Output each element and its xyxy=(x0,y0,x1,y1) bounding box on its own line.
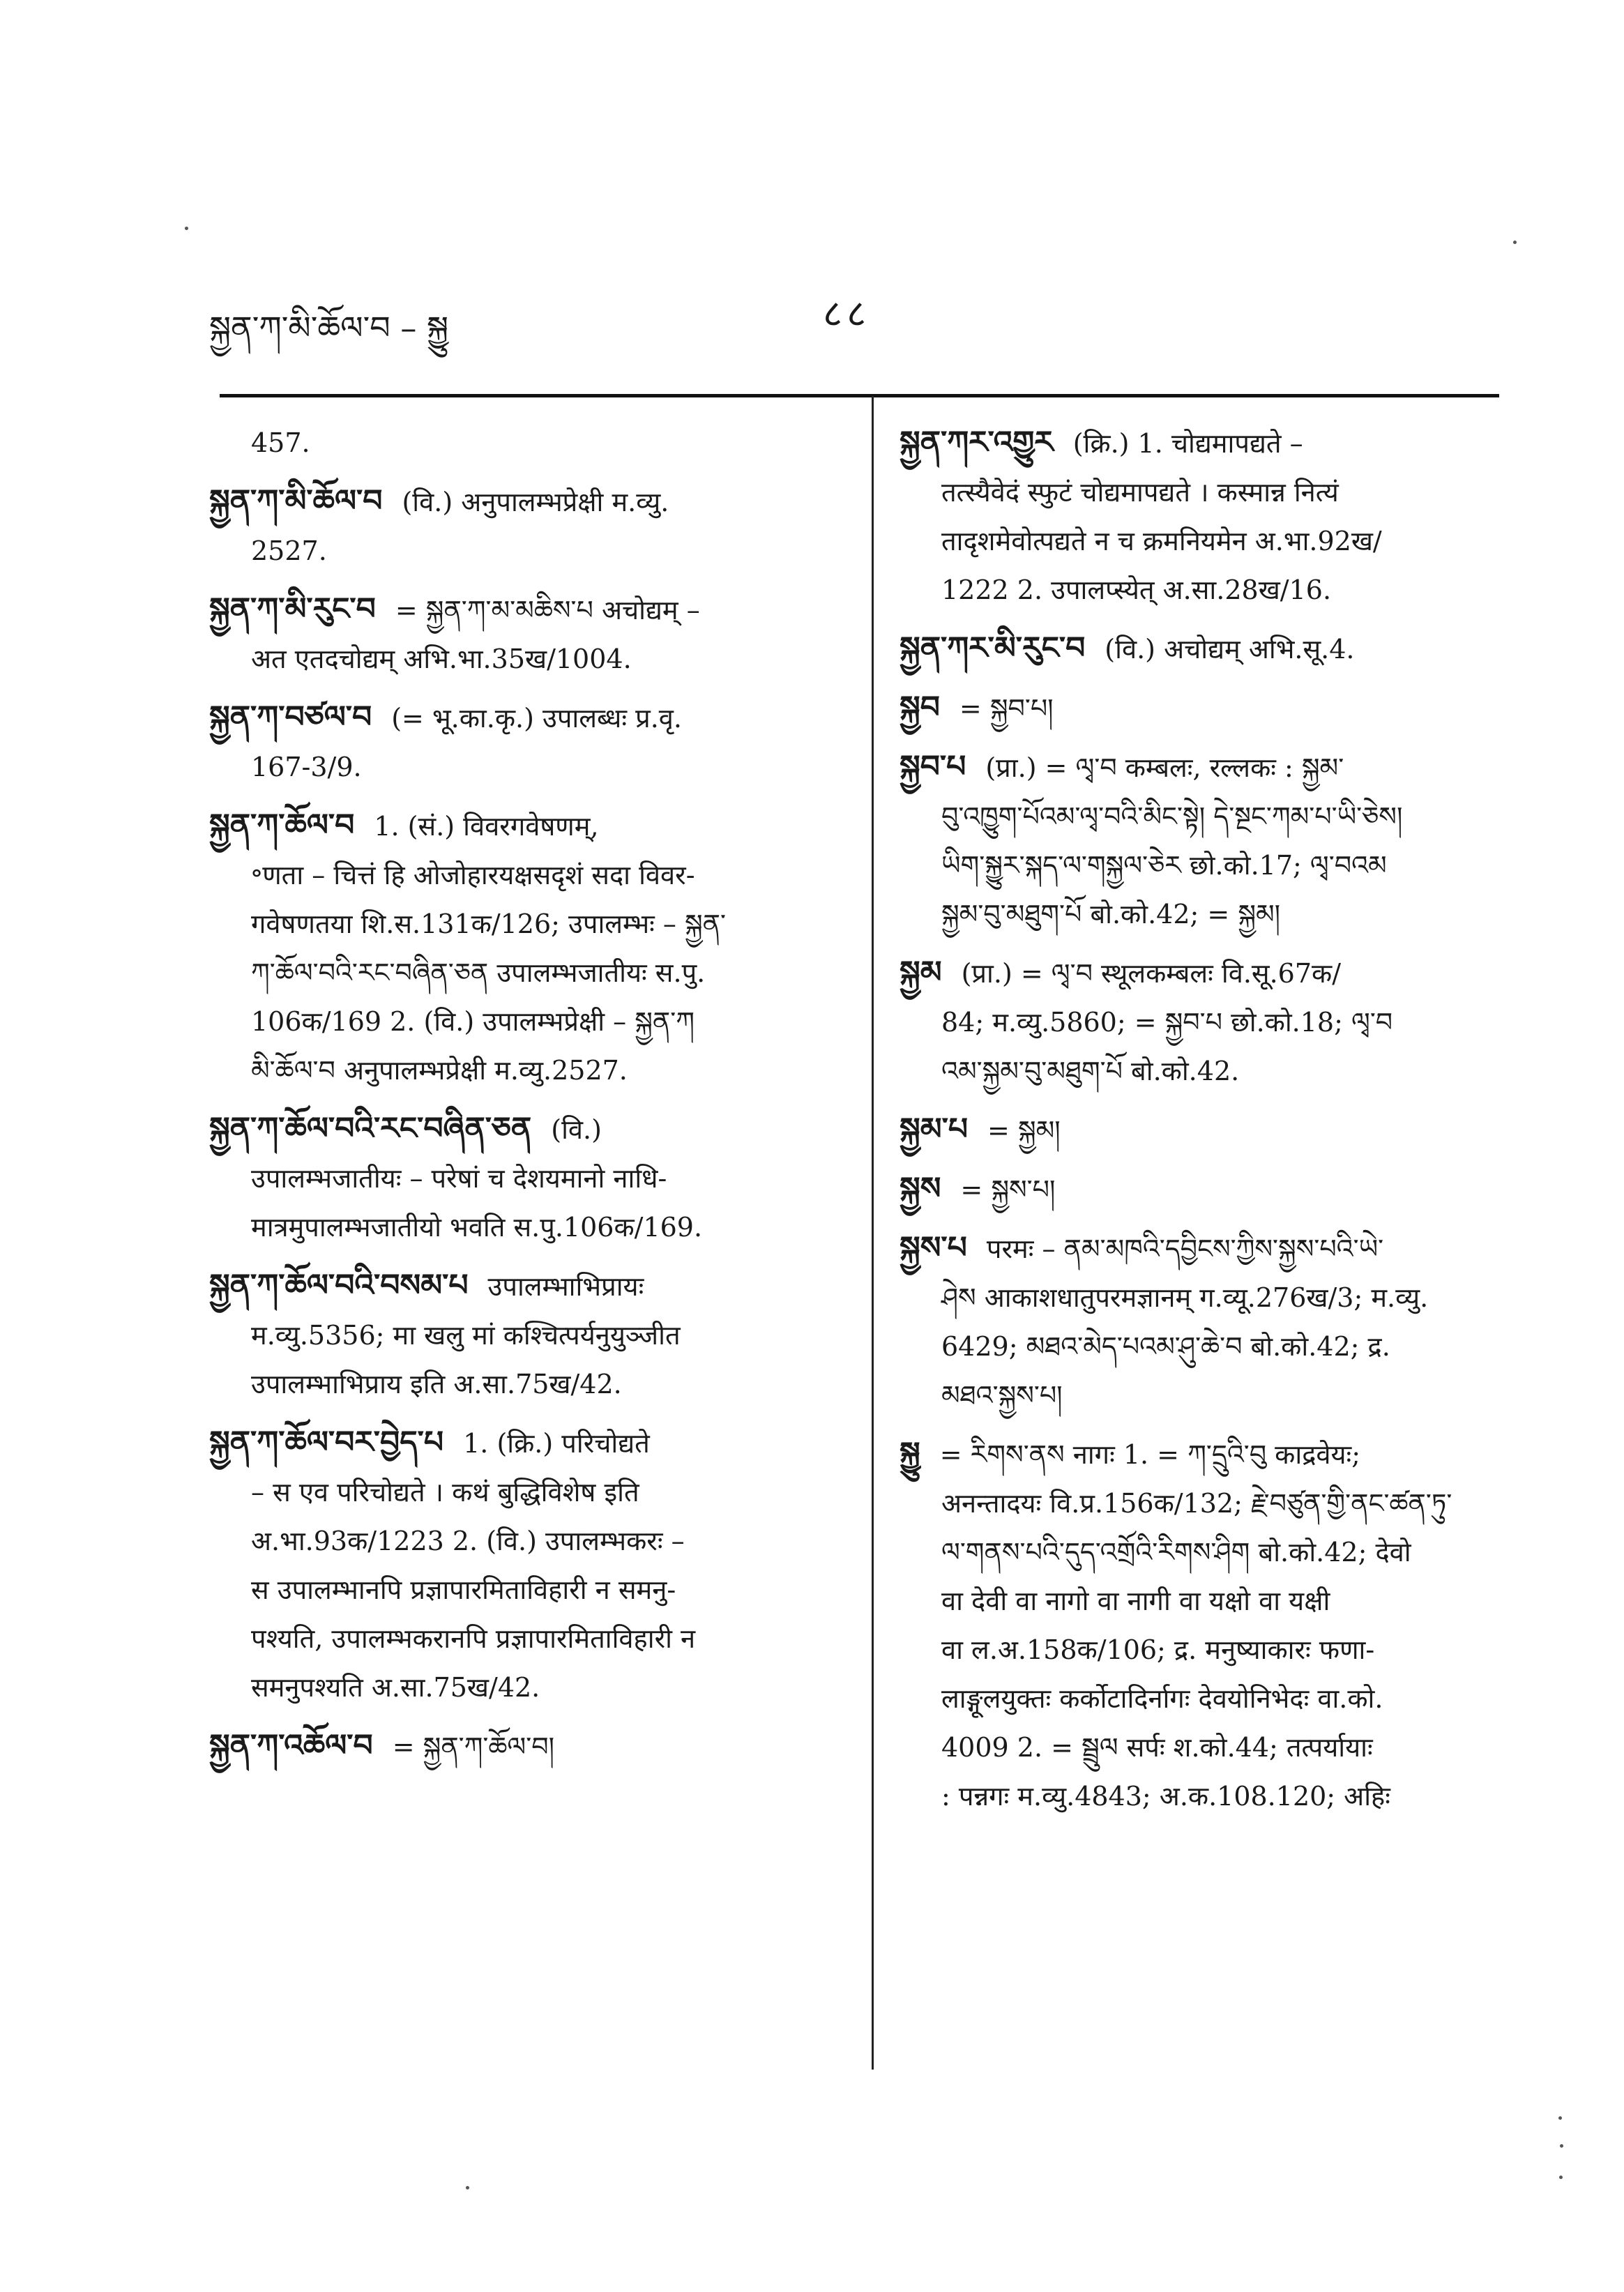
dictionary-entry xyxy=(209,418,837,467)
left-column xyxy=(209,418,837,1781)
entry-headword: སྐྱན་ཀ་ཆོལ་བའི་རང་བཞིན་ཅན xyxy=(209,1111,532,1146)
entry-headword: སྐྱབ xyxy=(900,690,940,725)
entry-line: पश्यति, उपालम्भकरानपि प्रज्ञापारमिताविहारी न xyxy=(251,1623,696,1654)
entry-line: समनुपश्यति अ.सा.75ख/42. xyxy=(251,1672,540,1703)
entry-line: गवेषणतया शि.स.131क/126; उपालम्भः – སྐྱན་ xyxy=(251,909,726,939)
entry-line: 106क/169 2. (वि.) उपालम्भप्रेक्षी – སྐྱན་ཀ xyxy=(251,1006,695,1037)
entry-line: – स एव परिचोद्यते । कथं बुद्धिविशेष इति xyxy=(251,1477,639,1508)
entry-line: तत्स्यैवेदं स्फुटं चोद्यमापद्यते । कस्मान्न नित्यं xyxy=(941,477,1339,508)
entry-line: = སྐྱམ། xyxy=(987,1115,1061,1146)
entry-line: 1. (क्रि.) परिचोद्यते xyxy=(463,1428,650,1459)
entry-headword: སྐྱན་ཀ་ཆོལ་བ xyxy=(209,807,355,843)
dictionary-entry xyxy=(900,1429,1499,1821)
entry-line: उपालम्भजातीयः – परेषां च देशयमानो नाधि- xyxy=(251,1163,667,1194)
dictionary-entry xyxy=(209,1418,837,1712)
entry-line: = སྐྱན་ཀ་ཆོལ་བ། xyxy=(392,1731,555,1762)
entry-line: = སྐྱས་པ། xyxy=(960,1174,1056,1205)
entry-line: 167-3/9. xyxy=(251,752,362,782)
dictionary-entry xyxy=(900,418,1499,614)
entry-line: स उपालम्भानपि प्रज्ञापारमिताविहारी न समनु- xyxy=(251,1574,676,1605)
entry-line: བུ་འཁྱུག་པོའམ་ལྭ་བའི་མིང་སྟེ། དེ་སྔང་ཀམ་པ་ཡི་ཅེས། xyxy=(941,801,1403,832)
dictionary-entry xyxy=(900,1224,1499,1420)
entry-line: 4009 2. = སྦྲུལ सर्पः श.को.44; तत्पर्यायाः xyxy=(941,1732,1373,1763)
entry-line: 457. xyxy=(251,427,310,458)
entry-line: མི་ཆོལ་བ अनुपालम्भप्रेक्षी म.व्यु.2527. xyxy=(251,1055,628,1086)
entry-line: ལ་གནས་པའི་དུད་འགྲོའི་རིགས་ཤིག बो.को.42; देवो xyxy=(941,1537,1411,1568)
entry-line: (= भू.का.कृ.) उपालब्धः प्र.वृ. xyxy=(391,703,682,734)
entry-line: = སྐྱན་ཀ་མ་མཆིས་པ अचोद्यम् – xyxy=(395,595,700,625)
entry-line: = རིགས་ནས नागः 1. = ཀ་དྲུའི་བུ काद्रवेयः; xyxy=(939,1439,1361,1470)
entry-line: 84; म.व्यु.5860; = སྐྱབ་པ छो.को.18; ལྭ་བ xyxy=(941,1007,1393,1038)
right-column xyxy=(900,418,1499,1830)
scan-speck xyxy=(1513,241,1517,244)
entry-headword: སྐྱམ xyxy=(900,955,942,990)
page-number: ८८ xyxy=(823,291,871,335)
dictionary-entry xyxy=(209,801,837,1095)
entry-line: 1. (सं.) विवरगवेषणम्, xyxy=(374,811,599,842)
entry-line: ཤེས आकाशधातुपरमज्ञानम् ग.व्यू.276ख/3; म.व्यु. xyxy=(941,1282,1429,1313)
entry-headword: སྐྱས་པ xyxy=(900,1230,967,1266)
entry-line: 2527. xyxy=(251,536,327,566)
entry-headword: སྐྱན་ཀར་མི་རུང་བ xyxy=(900,630,1086,666)
dictionary-entry xyxy=(900,624,1499,674)
entry-line: (क्रि.) 1. चोद्यमापद्यते – xyxy=(1072,428,1303,459)
header-guide-words: སྐྱན་ཀ་མི་ཆོལ་བ – སྐྱུ xyxy=(209,309,449,347)
dictionary-entry xyxy=(900,743,1499,939)
entry-headword: སྐྱུ xyxy=(900,1436,920,1471)
entry-headword: སྐྱན་ཀ་མི་ཆོལ་བ xyxy=(209,483,383,519)
scan-speck xyxy=(1558,2116,1562,2120)
dictionary-entry xyxy=(209,477,837,575)
entry-line: अनन्तादयः वि.प्र.156क/132; རྗེ་བཙུན་གྱི་ནང་ཚན་ཏུ་ xyxy=(941,1488,1452,1519)
entry-line: (वि.) xyxy=(551,1114,602,1145)
entry-line: (प्रा.) = ལྭ་བ स्थूलकम्बलः वि.सू.67क/ xyxy=(961,958,1342,989)
entry-headword: སྐྱན་ཀ་བཙལ་བ xyxy=(209,699,372,735)
entry-line: ཡིག་སྐྱུར་སྐད་ལ་གསྐྱལ་ཅེར छो.को.17; ལྭ་བའམ xyxy=(941,850,1387,881)
entry-line: (वि.) अनुपालम्भप्रेक्षी म.व्यु. xyxy=(402,487,669,517)
dictionary-entry xyxy=(209,1261,837,1409)
entry-line: = སྐྱབ་པ། xyxy=(959,693,1054,724)
entry-headword: སྐྱན་ཀ་འཆོལ་བ xyxy=(209,1728,373,1763)
entry-headword: སྐྱན་ཀ་ཆོལ་བའི་བསམ་པ xyxy=(209,1268,469,1303)
dictionary-entry xyxy=(900,1105,1499,1155)
scan-speck xyxy=(1560,2144,1563,2148)
dictionary-entry xyxy=(209,1105,837,1252)
dictionary-entry xyxy=(209,1722,837,1771)
entry-line: (वि.) अचोद्यम् अभि.सू.4. xyxy=(1105,634,1355,665)
entry-line: : पन्नगः म.व्यु.4843; अ.क.108.120; अहिः xyxy=(941,1781,1390,1812)
entry-line: लाङ्गूलयुक्तः कर्कोटादिर्नागः देवयोनिभेदः वा.को. xyxy=(941,1683,1383,1714)
entry-headword: སྐྱན་ཀ་ཆོལ་བར་བྱེད་པ xyxy=(209,1425,444,1460)
scan-speck xyxy=(466,2186,469,2189)
entry-line: ॰णता – चित्तं हि ओजोहारयक्षसदृशं सदा विवर- xyxy=(251,860,695,890)
entry-line: སྐྱམ་བུ་མཐུག་པོ बो.को.42; = སྐྱམ། xyxy=(941,899,1281,929)
entry-line: 1222 2. उपालप्स्येत् अ.सा.28ख/16. xyxy=(941,575,1332,605)
dictionary-entry xyxy=(209,585,837,683)
entry-line: ཀ་ཆོལ་བའི་རང་བཞིན་ཅན उपालम्भजातीयः स.पु. xyxy=(251,957,706,988)
entry-headword: སྐྱམ་པ xyxy=(900,1111,969,1147)
dictionary-entry xyxy=(900,683,1499,733)
entry-line: 6429; མཐའ་མེད་པའམ་ཤུ་ཆེ་བ बो.को.42; द्र. xyxy=(941,1331,1390,1362)
dictionary-entry xyxy=(209,693,837,791)
scan-speck xyxy=(185,227,188,230)
entry-headword: སྐྱབ་པ xyxy=(900,749,966,784)
entry-headword: སྐྱས xyxy=(900,1171,941,1206)
entry-line: तादृशमेवोत्पद्यते न च क्रमनियमेन अ.भा.92ख/ xyxy=(941,526,1382,556)
entry-line: मात्रमुपालम्भजातीयो भवति स.पु.106क/169. xyxy=(251,1212,703,1243)
header-rule xyxy=(220,394,1499,397)
entry-line: उपालम्भाभिप्रायः xyxy=(487,1271,644,1302)
entry-line: མཐའ་སྐྱས་པ། xyxy=(941,1380,1063,1411)
entry-line: अत एतदचोद्यम् अभि.भा.35ख/1004. xyxy=(251,644,632,674)
entry-line: परमः – ནམ་མཁའི་དབྱིངས་ཀྱིས་སྐྱས་པའི་ཡེ་ xyxy=(986,1234,1384,1264)
entry-line: म.व्यु.5356; मा खलु मां कश्चित्पर्यनुयुञ्जीत xyxy=(251,1320,681,1351)
entry-line: (प्रा.) = ལྭ་བ कम्बलः, रल्लकः : སྐྱམ་ xyxy=(985,752,1344,783)
entry-line: འམ་སྐྱམ་བུ་མཐུག་པོ बो.को.42. xyxy=(941,1056,1240,1086)
dictionary-entry xyxy=(900,948,1499,1095)
entry-headword: སྐྱན་ཀར་འགྱུར xyxy=(900,425,1054,460)
entry-line: उपालम्भाभिप्राय इति अ.सा.75ख/42. xyxy=(251,1369,622,1399)
scan-speck xyxy=(1559,2176,1563,2179)
entry-line: अ.भा.93क/1223 2. (वि.) उपालम्भकरः – xyxy=(251,1526,685,1556)
dictionary-entry xyxy=(900,1164,1499,1214)
page-header xyxy=(209,286,1499,363)
column-divider xyxy=(872,396,874,2070)
entry-headword: སྐྱན་ཀ་མི་རུང་བ xyxy=(209,591,376,627)
entry-line: वा देवी वा नागो वा नागी वा यक्षो वा यक्षी xyxy=(941,1586,1330,1616)
entry-line: वा ल.अ.158क/106; द्र. मनुष्याकारः फणा- xyxy=(941,1634,1375,1665)
